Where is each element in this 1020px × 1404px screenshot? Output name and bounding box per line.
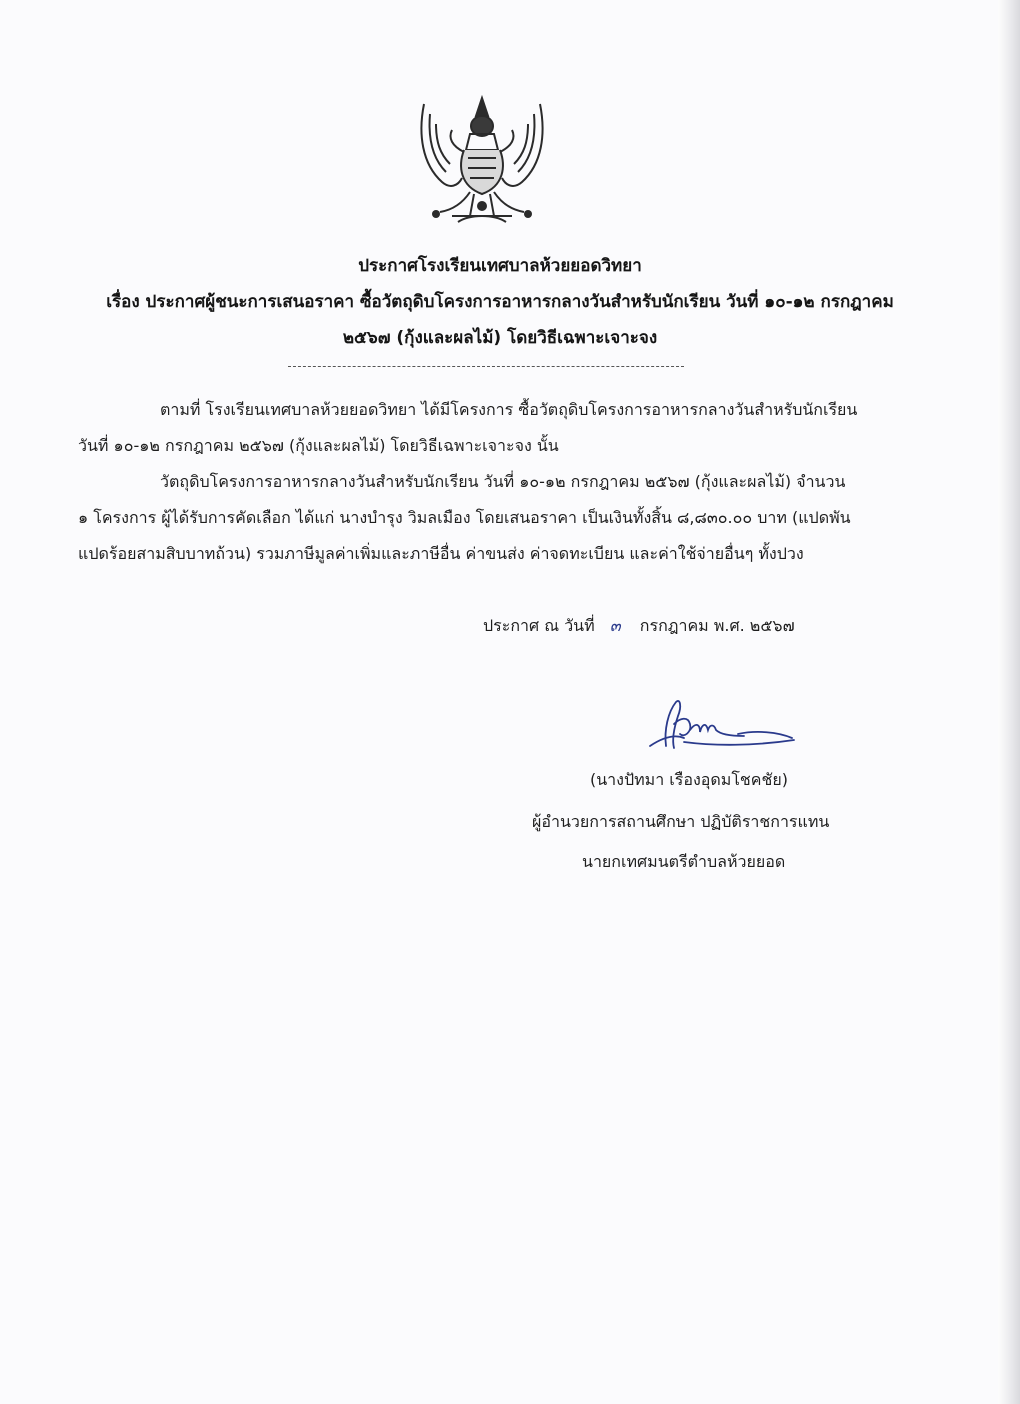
scan-edge-shadow	[998, 0, 1020, 1404]
garuda-emblem-icon	[412, 94, 552, 234]
signatory-name: (นางปัทมา เรืองอุดมโชคชัย)	[590, 770, 788, 789]
subject-line-1: เรื่อง ประกาศผู้ชนะการเสนอราคา ซื้อวัตถุดิบโครงการอาหารกลางวันสำหรับนักเรียน วันที่ ๑๐-๑๒ กรกฎาคม	[106, 292, 894, 312]
subject-line-2: ๒๕๖๗ (กุ้งและผลไม้) โดยวิธีเฉพาะเจาะจง	[342, 328, 658, 348]
paragraph-2-line-2: ๑ โครงการ ผู้ได้รับการคัดเลือก ได้แก่ นางบำรุง วิมลเมือง โดยเสนอราคา เป็นเงินทั้งสิ้น ๘,๘๓๐.๐๐ บาท (แปดพัน	[78, 508, 851, 527]
announcement-date	[483, 614, 795, 639]
paragraph-1-line-1: ตามที่ โรงเรียนเทศบาลห้วยยอดวิทยา ได้มีโครงการ ซื้อวัตถุดิบโครงการอาหารกลางวันสำหรับนักเรียน	[160, 400, 858, 419]
paragraph-2-line-3: แปดร้อยสามสิบบาทถ้วน) รวมภาษีมูลค่าเพิ่มและภาษีอื่น ค่าขนส่ง ค่าจดทะเบียน และค่าใช้จ่ายอื่นๆ ทั้งปวง	[78, 544, 804, 563]
signature-image	[644, 694, 804, 764]
announcement-month-year: กรกฎาคม พ.ศ. ๒๕๖๗	[639, 616, 795, 635]
signatory-position-2: นายกเทศมนตรีตำบลห้วยยอด	[582, 852, 786, 871]
signatory-position-1: ผู้อำนวยการสถานศึกษา ปฏิบัติราชการแทน	[532, 812, 830, 831]
paragraph-2-line-1: วัตถุดิบโครงการอาหารกลางวันสำหรับนักเรียน วันที่ ๑๐-๑๒ กรกฎาคม ๒๕๖๗ (กุ้งและผลไม้) จำนวน	[160, 472, 846, 491]
title-divider	[288, 366, 684, 367]
announcement-day: ๓	[609, 616, 621, 635]
paragraph-1-line-2: วันที่ ๑๐-๑๒ กรกฎาคม ๒๕๖๗ (กุ้งและผลไม้) โดยวิธีเฉพาะเจาะจง นั้น	[78, 436, 559, 455]
announcement-prefix: ประกาศ ณ วันที่	[483, 616, 595, 635]
document-title: ประกาศโรงเรียนเทศบาลห้วยยอดวิทยา	[358, 256, 642, 276]
